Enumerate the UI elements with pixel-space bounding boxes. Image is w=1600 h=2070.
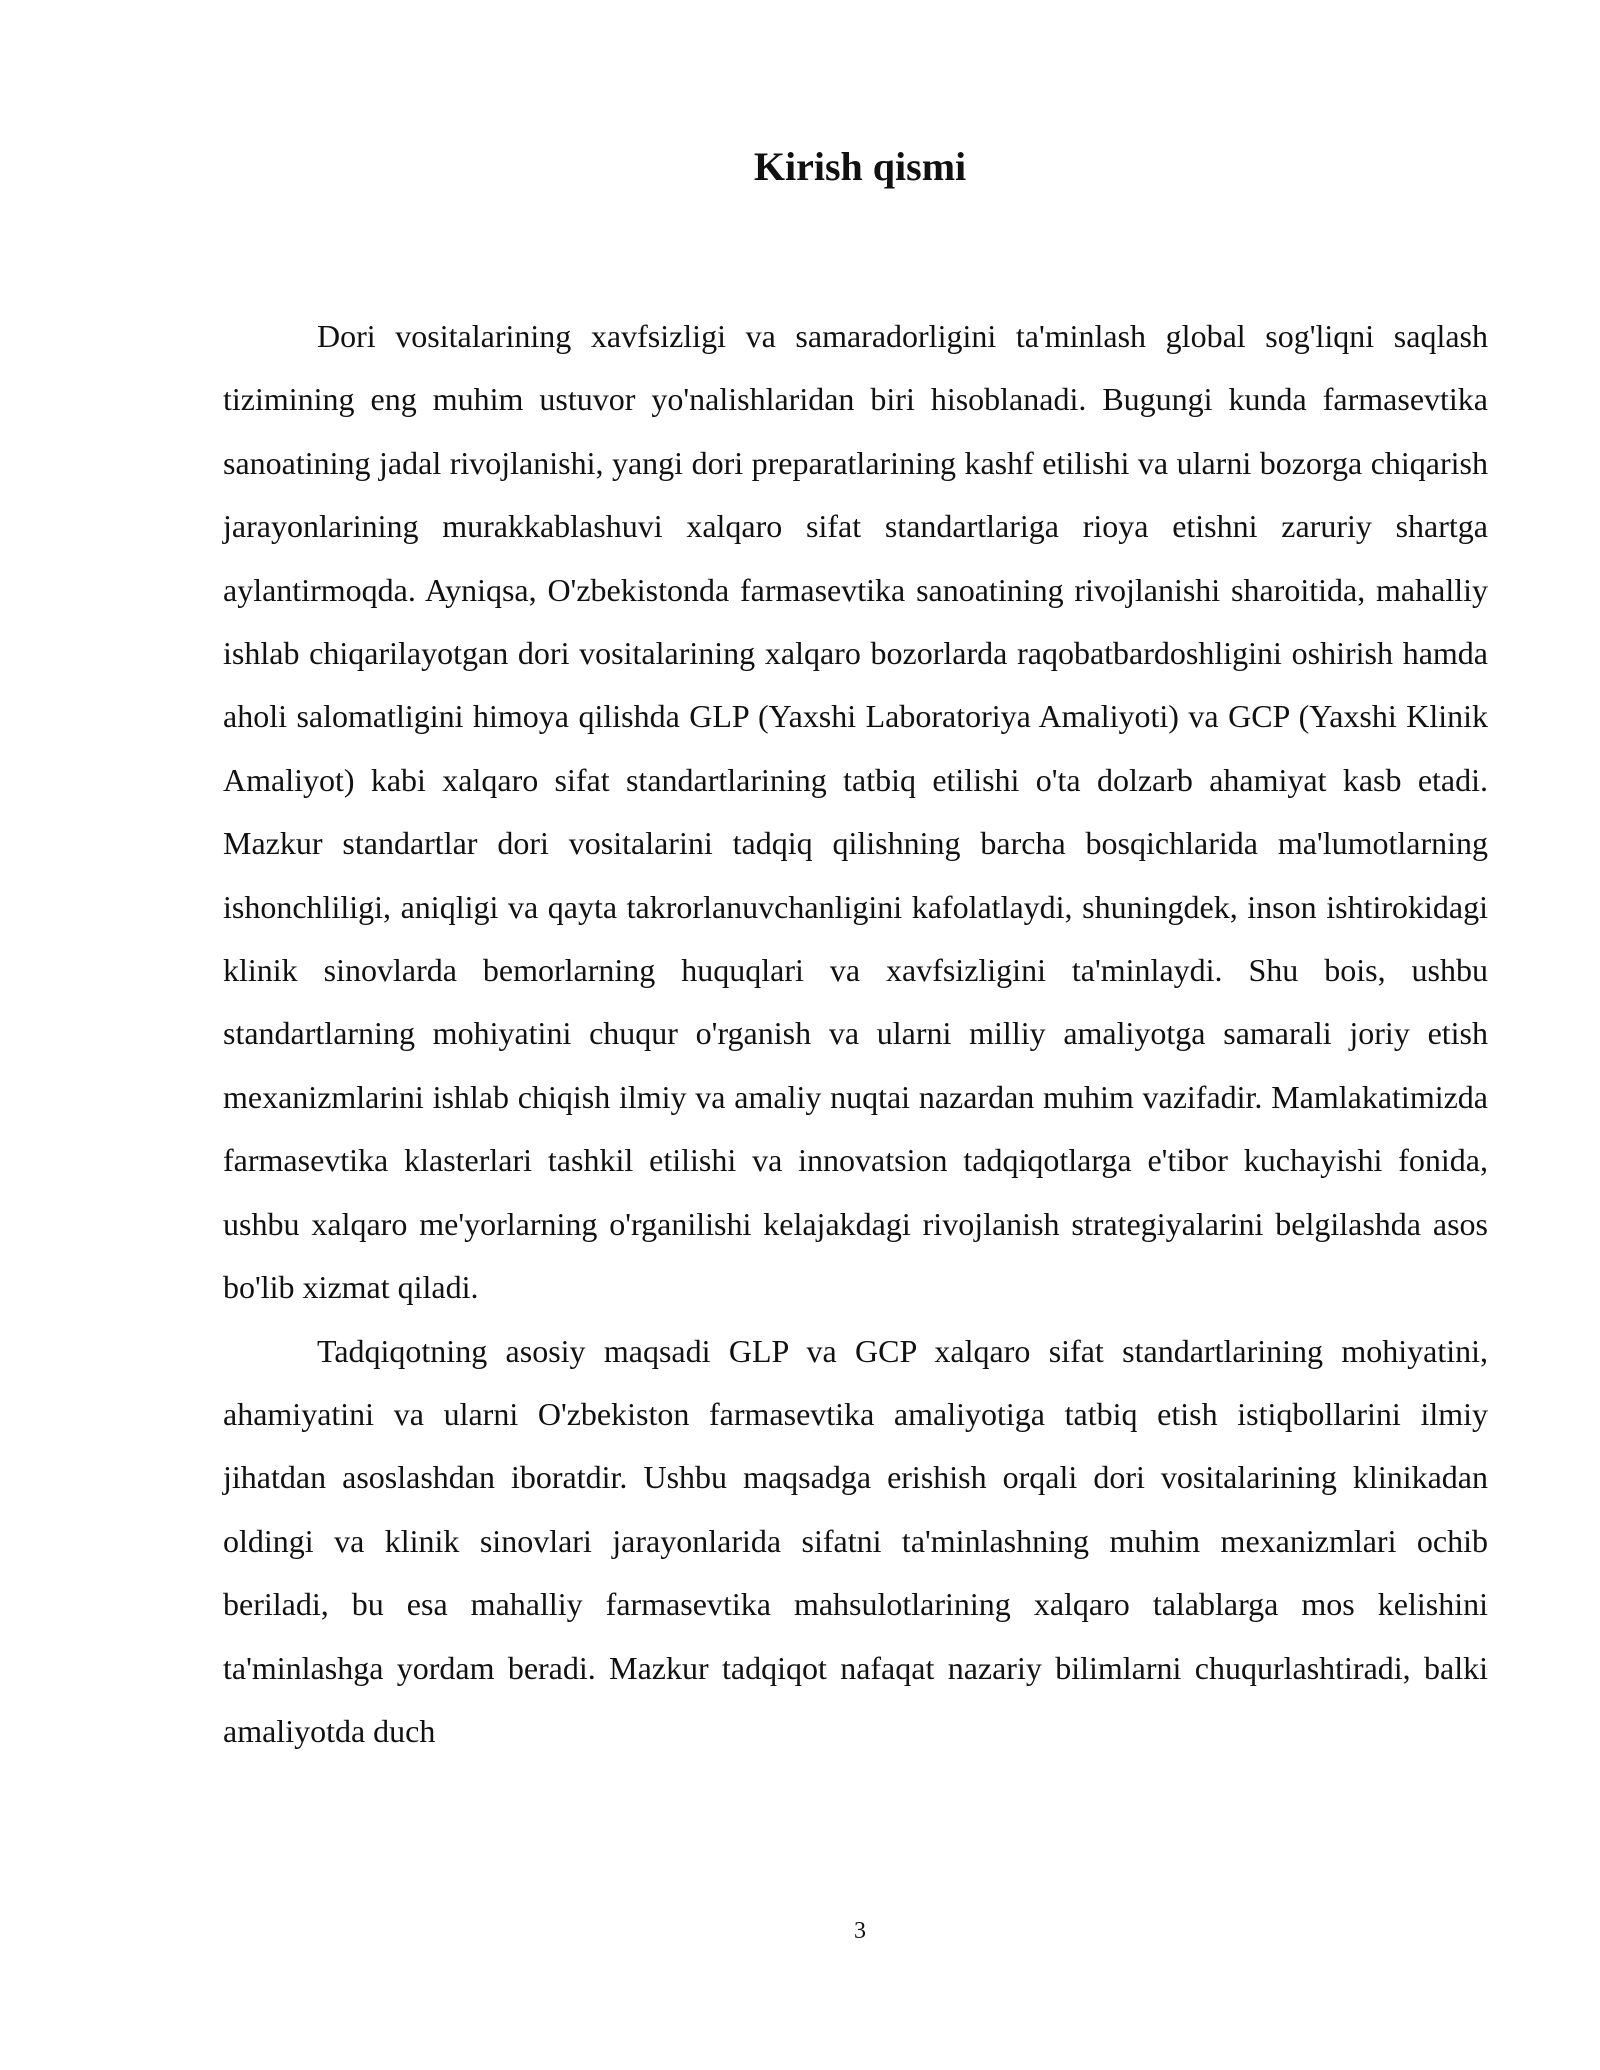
page-title: Kirish qismi <box>753 144 967 189</box>
page-number: 3 <box>854 1918 866 1944</box>
paragraph-intro: Dori vositalarining xavfsizligi va samaradorligini ta'minlash global sog'liqni saqlash tizimining eng muhim ustuvor yo'nalishlaridan biri hisoblanadi. Bugungi kunda farmasevtika sanoatining jadal rivojlanishi, yangi dori preparatlarining kashf etilishi va ularni bozorga chiqarish jarayonlarining murakkablashuvi xalqaro sifat standartlariga rioya etishni zaruriy shartga aylantirmoqda. Ayniqsa, O'zbekistonda farmasevtika sanoatining rivojlanishi sharoitida, mahalliy ishlab chiqarilayotgan dori vositalarining xalqaro bozorlarda raqobatbardoshligini oshirish hamda aholi salomatligini himoya qilishda GLP (Yaxshi Laboratoriya Amaliyoti) va GCP (Yaxshi Klinik Amaliyot) kabi xalqaro sifat standartlarining tatbiq etilishi o'ta dolzarb ahamiyat kasb etadi. Mazkur standartlar dori vositalarini tadqiq qilishning barcha bosqichlarida ma'lumotlarning ishonchliligi, aniqligi va qayta takrorlanuvchanligini kafolatlaydi, shuningdek, inson ishtirokidagi klinik sinovlarda bemorlarning huquqlari va xavfsizligini ta'minlaydi. Shu bois, ushbu standartlarning mohiyatini chuqur o'rganish va ularni milliy amaliyotga samarali joriy etish mexanizmlarini ishlab chiqish ilmiy va amaliy nuqtai nazardan muhim vazifadir. Mamlakatimizda farmasevtika klasterlari tashkil etilishi va innovatsion tadqiqotlarga e'tibor kuchayishi fonida, ushbu xalqaro me'yorlarning o'rganilishi kelajakdagi rivojlanish strategiyalarini belgilashda asos bo'lib xizmat qiladi. <box>223 318 1488 1306</box>
body-text <box>223 305 1488 1763</box>
paragraph-research-goal: Tadqiqotning asosiy maqsadi GLP va GCP xalqaro sifat standartlarining mohiyatini, ahamiyatini va ularni O'zbekiston farmasevtika amaliyotiga tatbiq etish istiqbollarini ilmiy jihatdan asoslashdan iboratdir. Ushbu maqsadga erishish orqali dori vositalarining klinikadan oldingi va klinik sinovlari jarayonlarida sifatni ta'minlashning muhim mexanizmlari ochib beriladi, bu esa mahalliy farmasevtika mahsulotlarining xalqaro talablarga mos kelishini ta'minlashga yordam beradi. Mazkur tadqiqot nafaqat nazariy bilimlarni chuqurlashtiradi, balki amaliyotda duch <box>223 1332 1488 1749</box>
